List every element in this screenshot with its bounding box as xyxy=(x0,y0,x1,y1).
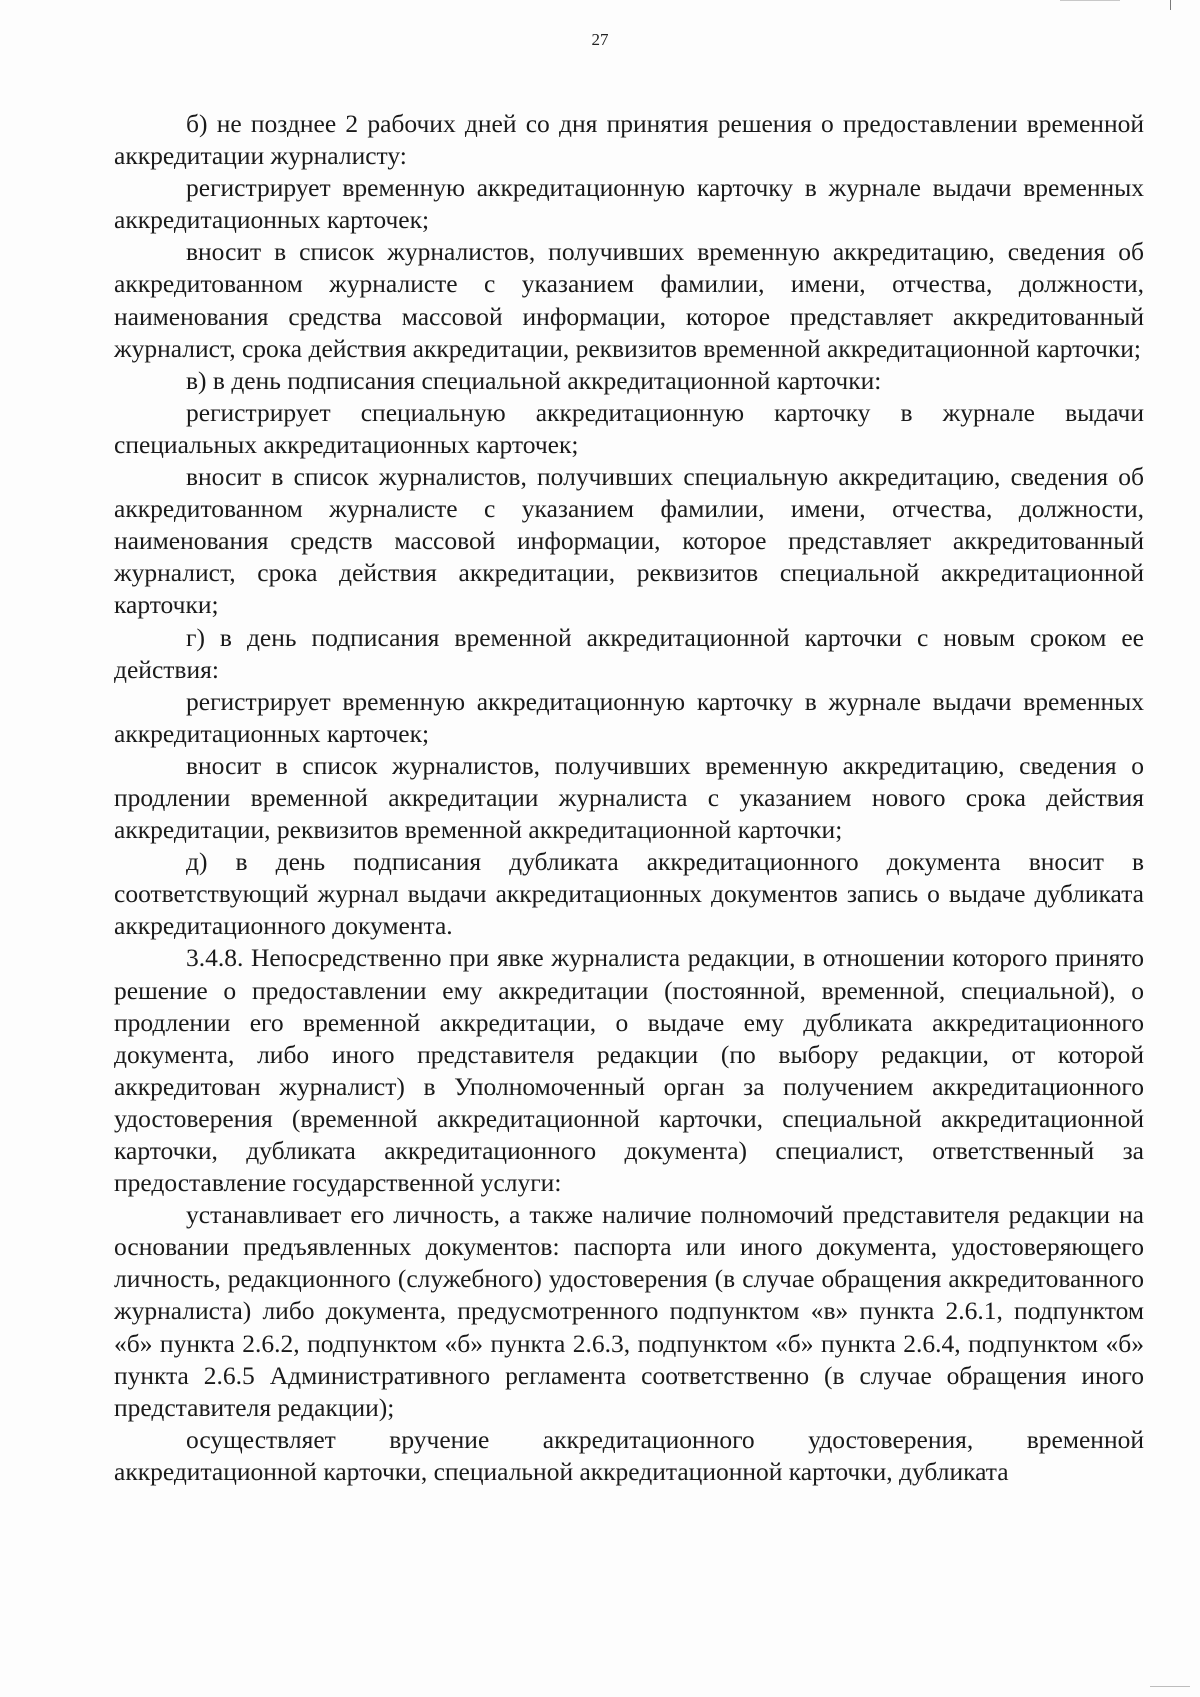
paragraph: устанавливает его личность, а также наличие полномочий представителя редакции на основании предъявленных документов: паспорта или иного документа, удостоверяющего личность, редакционного (служебного) удостоверения (в случае обращения аккредитованного журналиста) либо документа, предусмотренного подпунктом «в» пункта 2.6.1, подпунктом «б» пункта 2.6.2, подпунктом «б» пункта 2.6.3, подпунктом «б» пункта 2.6.4, подпунктом «б» пункта 2.6.5 Административного регламента соответственно (в случае обращения иного представителя редакции); xyxy=(114,1200,1144,1422)
page-number: 27 xyxy=(591,30,609,49)
paragraph: б) не позднее 2 рабочих дней со дня принятия решения о предоставлении временной аккредитации журналисту: xyxy=(114,109,1144,171)
paragraph: регистрирует временную аккредитационную карточку в журнале выдачи временных аккредитационных карточек; xyxy=(114,686,1144,748)
paragraph: 3.4.8. Непосредственно при явке журналиста редакции, в отношении которого принято решение о предоставлении ему аккредитации (постоянной, временной, специальной), о продлении его временной аккредитации, о выдаче ему дубликата аккредитационного документа, либо иного представителя редакции (по выбору редакции, от которой аккредитован журналист) в Уполномоченный орган за получением аккредитационного удостоверения (временной аккредитационной карточки, специальной аккредитационной карточки, дубликата аккредитационного документа) специалист, ответственный за предоставление государственной услуги: xyxy=(114,943,1144,1198)
paragraph: вносит в список журналистов, получивших временную аккредитацию, сведения о продлении временной аккредитации журналиста с указанием нового срока действия аккредитации, реквизитов временной аккредитационной карточки; xyxy=(114,750,1144,845)
paragraph: регистрирует временную аккредитационную карточку в журнале выдачи временных аккредитационных карточек; xyxy=(114,173,1144,235)
scan-edge-mark xyxy=(1170,0,1171,10)
scan-edge-mark xyxy=(1150,1686,1190,1687)
document-body xyxy=(114,108,1144,1488)
paragraph: регистрирует специальную аккредитационную карточку в журнале выдачи специальных аккредитационных карточек; xyxy=(114,397,1144,459)
paragraph: д) в день подписания дубликата аккредитационного документа вносит в соответствующий журнал выдачи аккредитационных документов запись о выдаче дубликата аккредитационного документа. xyxy=(114,847,1144,941)
paragraph: в) в день подписания специальной аккредитационной карточки: xyxy=(186,365,882,395)
paragraph: вносит в список журналистов, получивших специальную аккредитацию, сведения об аккредитованном журналисте с указанием фамилии, имени, отчества, должности, наименования средств массовой информации, которое представляет аккредитованный журналист, срока действия аккредитации, реквизитов специальной аккредитационной карточки; xyxy=(114,462,1144,620)
paragraph: вносит в список журналистов, получивших временную аккредитацию, сведения об аккредитованном журналисте с указанием фамилии, имени, отчества, должности, наименования средства массовой информации, которое представляет аккредитованный журналист, срока действия аккредитации, реквизитов временной аккредитационной карточки; xyxy=(114,237,1144,363)
paragraph: осуществляет вручение аккредитационного удостоверения, временной аккредитационной карточки, специальной аккредитационной карточки, дубликата xyxy=(114,1424,1144,1486)
paragraph: г) в день подписания временной аккредитационной карточки с новым сроком ее действия: xyxy=(114,622,1144,684)
scan-edge-mark xyxy=(1060,0,1120,1)
